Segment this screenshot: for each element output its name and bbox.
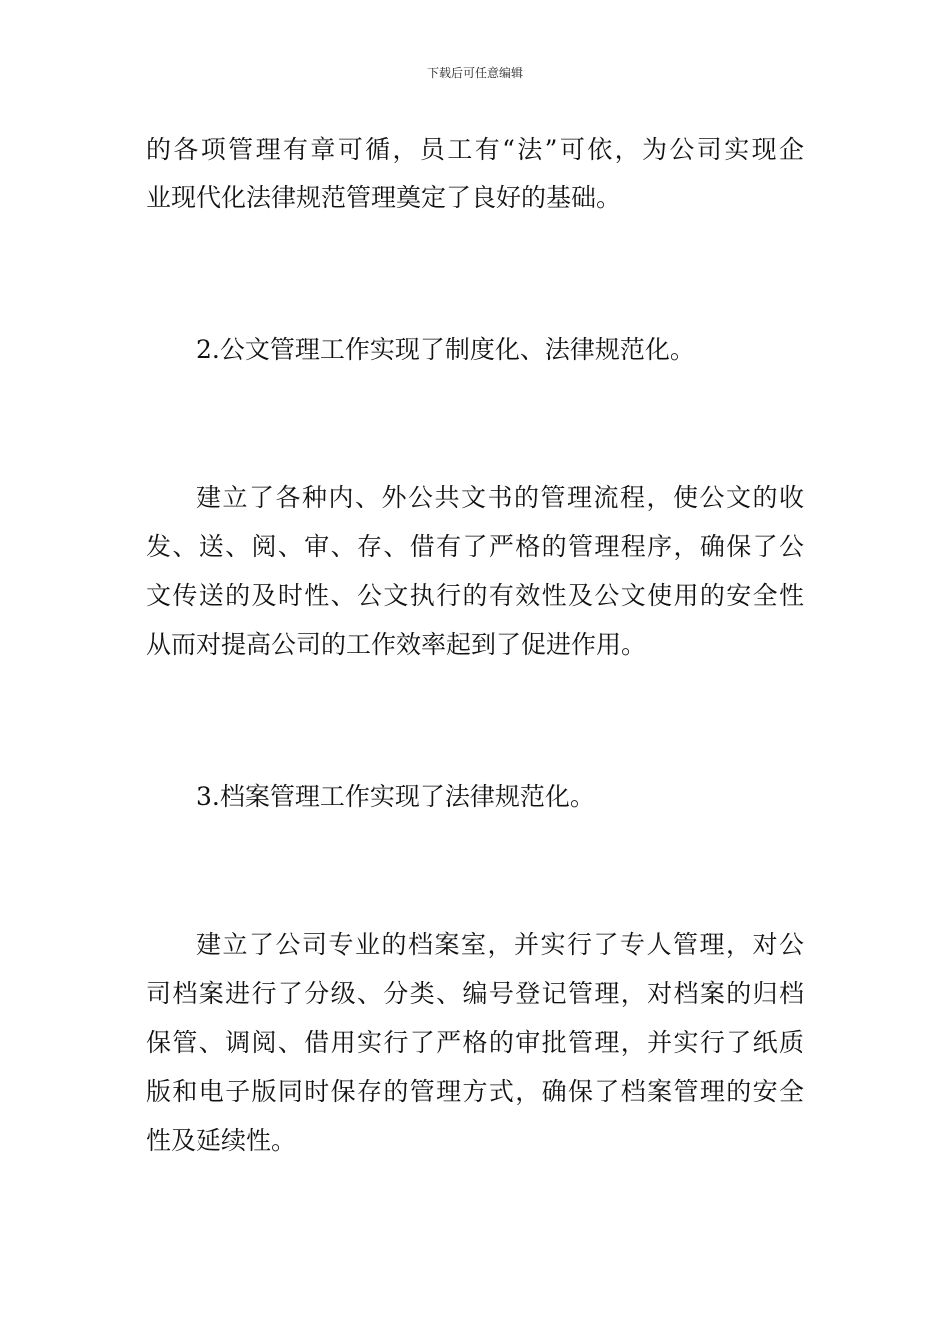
para2-line-2: 发、送、阅、审、存、借有了严格的管理程序，确保了公 — [146, 532, 804, 561]
para2-line-4: 从而对提高公司的工作效率起到了促进作用。 — [146, 630, 647, 659]
para2-line-1: 建立了各种内、外公共文书的管理流程，使公文的收 — [196, 483, 804, 512]
para1-line-1: 的各项管理有章可循，员工有“法”可依，为公司实现企 — [146, 135, 804, 164]
para3-line-4: 版和电子版同时保存的管理方式，确保了档案管理的安全 — [146, 1077, 804, 1106]
section-heading-3: 3.档案管理工作实现了法律规范化。 — [196, 782, 595, 811]
para1-line-2: 业现代化法律规范管理奠定了良好的基础。 — [146, 183, 622, 212]
para3-line-5: 性及延续性。 — [146, 1126, 297, 1155]
para3-line-3: 保管、调阅、借用实行了严格的审批管理，并实行了纸质 — [146, 1028, 804, 1057]
para3-line-1: 建立了公司专业的档案室，并实行了专人管理，对公 — [196, 930, 804, 959]
para3-line-2: 司档案进行了分级、分类、编号登记管理，对档案的归档 — [146, 979, 804, 1008]
section-heading-2: 2.公文管理工作实现了制度化、法律规范化。 — [196, 335, 695, 364]
page-header: 下载后可任意编辑 — [426, 66, 523, 80]
para2-line-3: 文传送的及时性、公文执行的有效性及公文使用的安全性 — [146, 581, 804, 610]
